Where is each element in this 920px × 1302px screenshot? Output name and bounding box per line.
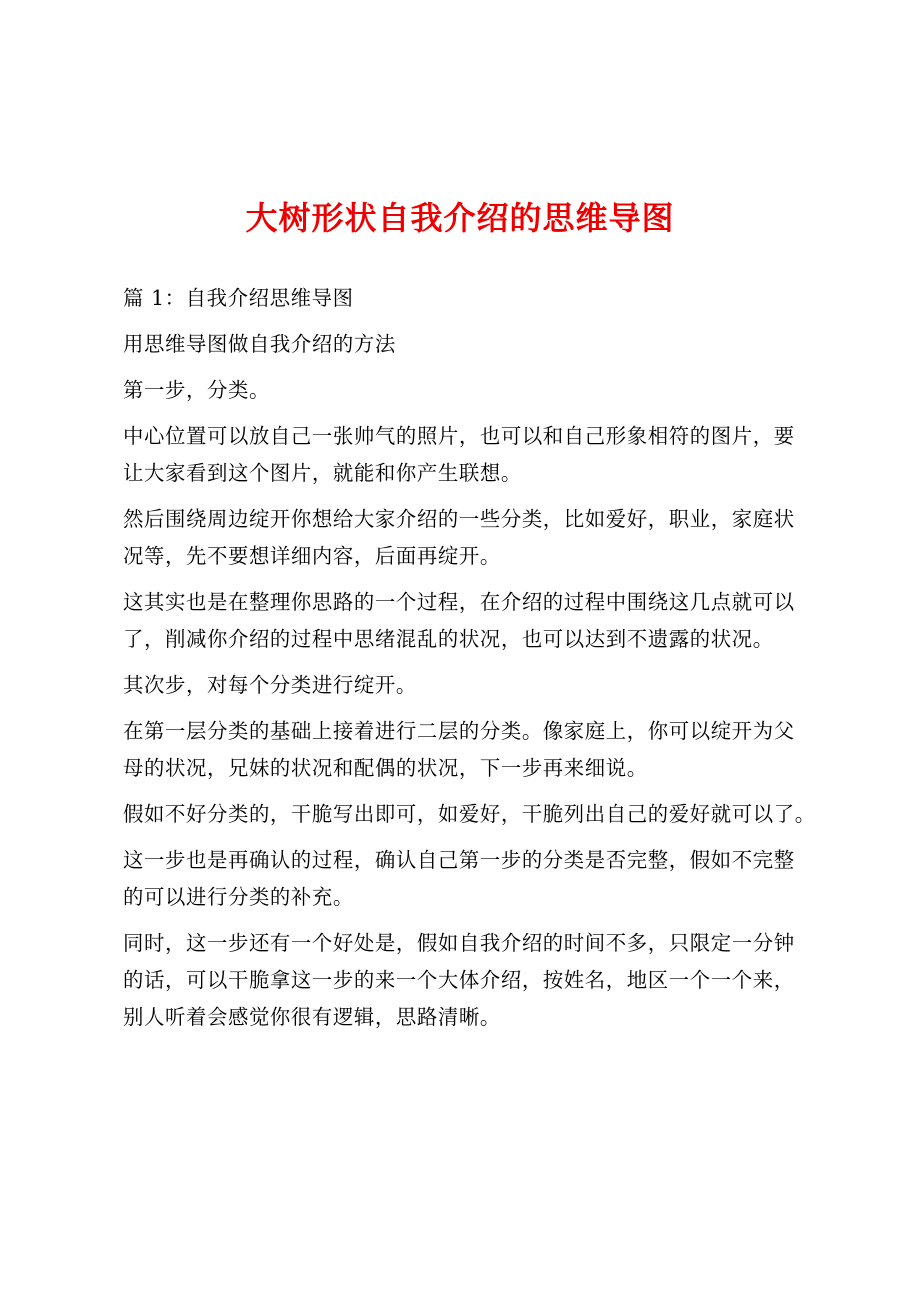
paragraph-line: 假如不好分类的，干脆写出即可，如爱好，干脆列出自己的爱好就可以了。 xyxy=(123,802,816,826)
paragraph-line: 母的状况，兄妹的状况和配偶的状况，下一步再来细说。 xyxy=(123,756,648,780)
paragraph xyxy=(123,501,813,575)
paragraph-line: 同时，这一步还有一个好处是，假如自我介绍的时间不多，只限定一分钟 xyxy=(123,931,795,955)
paragraph xyxy=(123,584,813,658)
paragraph-line: 了，削减你介绍的过程中思绪混乱的状况，也可以达到不遗露的状况。 xyxy=(123,627,774,651)
paragraph-line: 的话，可以干脆拿这一步的来一个大体介绍，按姓名，地区一个一个来， xyxy=(123,968,795,992)
paragraph xyxy=(123,372,813,409)
paragraph xyxy=(123,713,813,787)
paragraph-line: 然后围绕周边绽开你想给大家介绍的一些分类，比如爱好，职业，家庭状 xyxy=(123,507,795,531)
document-body xyxy=(123,280,816,1045)
paragraph xyxy=(123,925,813,1036)
paragraph-line: 在第一层分类的基础上接着进行二层的分类。像家庭上，你可以绽开为父 xyxy=(123,719,795,743)
paragraph xyxy=(123,326,813,363)
paragraph-line: 用思维导图做自我介绍的方法 xyxy=(123,332,396,356)
paragraph-line: 别人听着会感觉你很有逻辑，思路清晰。 xyxy=(123,1005,501,1029)
paragraph-line: 让大家看到这个图片，就能和你产生联想。 xyxy=(123,461,522,485)
document-title: 大树形状自我介绍的思维导图 xyxy=(245,199,675,237)
paragraph xyxy=(123,418,813,492)
paragraph-line: 的可以进行分类的补充。 xyxy=(123,885,354,909)
paragraph-line: 第一步，分类。 xyxy=(123,378,270,402)
paragraph-line: 篇 1：自我介绍思维导图 xyxy=(123,286,354,310)
paragraph-line: 这一步也是再确认的过程，确认自己第一步的分类是否完整，假如不完整 xyxy=(123,848,795,872)
paragraph-line: 况等，先不要想详细内容，后面再绽开。 xyxy=(123,544,501,568)
paragraph-line: 这其实也是在整理你思路的一个过程，在介绍的过程中围绕这几点就可以 xyxy=(123,590,795,614)
paragraph-line: 其次步，对每个分类进行绽开。 xyxy=(123,673,417,697)
paragraph xyxy=(123,667,813,704)
paragraph-line: 中心位置可以放自己一张帅气的照片，也可以和自己形象相符的图片，要 xyxy=(123,424,795,448)
paragraph xyxy=(123,280,813,317)
paragraph xyxy=(123,796,816,833)
paragraph xyxy=(123,842,813,916)
